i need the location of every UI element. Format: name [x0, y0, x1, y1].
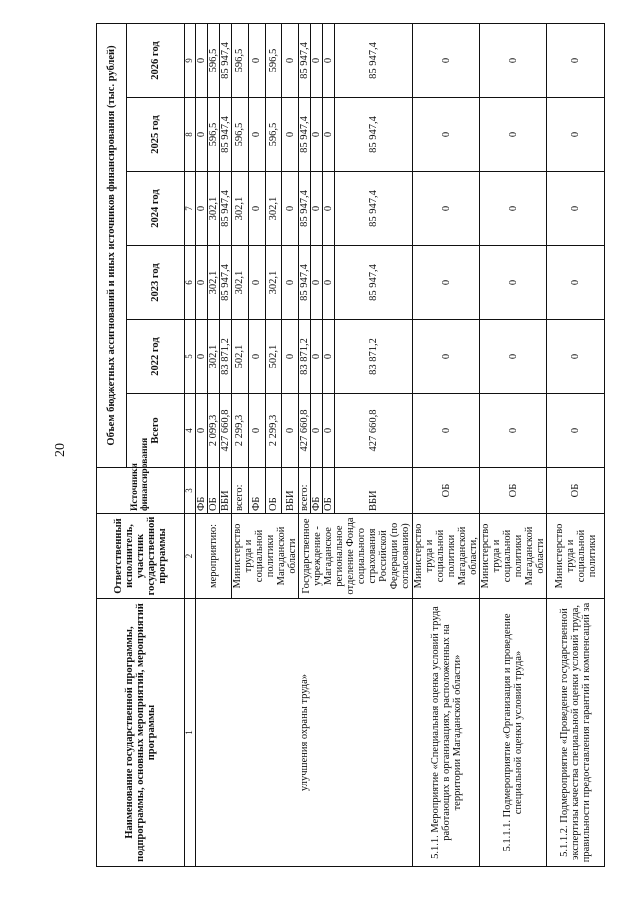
value-cell: 302,1	[208, 172, 220, 246]
value-cell: 0	[413, 320, 480, 394]
value-cell: 302,1	[265, 246, 282, 320]
value-cell: 0	[547, 172, 605, 246]
value-cell: 2 299,3	[232, 394, 249, 468]
column-index: 9	[185, 23, 196, 97]
source-cell: ВБИ	[335, 468, 413, 514]
value-cell: 0	[282, 172, 299, 246]
value-cell: 427 660,8	[299, 394, 311, 468]
source-cell: всего:	[232, 468, 249, 514]
value-cell: 0	[323, 23, 335, 97]
column-index: 5	[185, 320, 196, 394]
header-source: Источники финансирования	[97, 468, 185, 514]
column-index: 4	[185, 394, 196, 468]
value-cell: 0	[196, 394, 208, 468]
source-cell: всего:	[299, 468, 311, 514]
value-cell: 0	[282, 320, 299, 394]
header-volume: Объем бюджетных ассигнований и иных источников финансирования (тыс. рублей)	[97, 23, 127, 467]
value-cell: 85 947,4	[299, 246, 311, 320]
value-cell: 0	[323, 320, 335, 394]
value-cell: 302,1	[232, 246, 249, 320]
value-cell: 0	[480, 246, 547, 320]
value-cell: 502,1	[232, 320, 249, 394]
value-cell: 302,1	[208, 320, 220, 394]
value-cell: 0	[248, 320, 265, 394]
value-cell: 0	[547, 246, 605, 320]
activity-name-cell: 5.1.1.2. Подмероприятие «Проведение государственной экспертизы качества специальной оценки условий труда, правильности предоставления гарантий и компенсаций за	[547, 599, 605, 867]
value-cell: 302,1	[208, 246, 220, 320]
column-index: 2	[185, 514, 196, 599]
value-cell: 85 947,4	[299, 98, 311, 172]
value-cell: 0	[323, 172, 335, 246]
value-cell: 0	[413, 98, 480, 172]
value-cell: 85 947,4	[335, 246, 413, 320]
source-cell: ФБ	[248, 468, 265, 514]
header-executor: Ответственный исполнитель, участник государственной программы	[97, 514, 185, 599]
value-cell: 85 947,4	[220, 98, 232, 172]
value-cell: 83 871,2	[335, 320, 413, 394]
header-name: Наименование государственной программы, подпрограммы, основных мероприятий, мероприятий программы	[97, 599, 185, 867]
value-cell: 0	[413, 23, 480, 97]
column-index: 3	[185, 468, 196, 514]
value-cell: 427 660,8	[335, 394, 413, 468]
value-cell: 85 947,4	[220, 23, 232, 97]
executor-cell: Министерство труда и социальной политики Магаданской области	[232, 514, 299, 599]
header-total: Всего	[127, 394, 185, 468]
value-cell: 0	[196, 320, 208, 394]
header-year: 2024 год	[127, 172, 185, 246]
column-index: 1	[185, 599, 196, 867]
value-cell: 0	[196, 23, 208, 97]
column-index: 7	[185, 172, 196, 246]
value-cell: 0	[248, 98, 265, 172]
budget-table	[96, 23, 605, 867]
executor-cell: Министерство труда и социальной политики	[547, 514, 605, 599]
value-cell: 85 947,4	[335, 23, 413, 97]
source-cell: ФБ	[196, 468, 208, 514]
activity-name-cell: 5.1.1.1. Подмероприятие «Организация и проведение специальной оценки условий труда»	[480, 599, 547, 867]
value-cell: 596,5	[208, 98, 220, 172]
value-cell: 0	[413, 172, 480, 246]
value-cell: 0	[282, 246, 299, 320]
header-year: 2026 год	[127, 23, 185, 97]
source-cell: ОБ	[480, 468, 547, 514]
value-cell: 302,1	[232, 172, 249, 246]
source-cell: ОБ	[413, 468, 480, 514]
value-cell: 0	[282, 23, 299, 97]
value-cell: 0	[196, 98, 208, 172]
source-cell: ФБ	[311, 468, 323, 514]
value-cell: 0	[323, 98, 335, 172]
value-cell: 0	[547, 98, 605, 172]
header-year: 2022 год	[127, 320, 185, 394]
value-cell: 0	[311, 320, 323, 394]
value-cell: 0	[480, 172, 547, 246]
value-cell: 0	[311, 394, 323, 468]
value-cell: 0	[480, 23, 547, 97]
executor-cell: Министерство труда и социальной политики Магаданской области,	[413, 514, 480, 599]
source-cell: ВБИ	[282, 468, 299, 514]
value-cell: 0	[282, 98, 299, 172]
program-name-cell: улучшения охраны труда»	[196, 599, 413, 867]
executor-cell: мероприятию:	[196, 514, 232, 599]
value-cell: 0	[547, 320, 605, 394]
value-cell: 0	[323, 394, 335, 468]
value-cell: 83 871,2	[299, 320, 311, 394]
value-cell: 596,5	[265, 98, 282, 172]
executor-cell: Государственное учреждение - Магаданское региональное отделение Фонда социального страхования Российской Федерации (по согласованию)	[299, 514, 413, 599]
value-cell: 502,1	[265, 320, 282, 394]
value-cell: 85 947,4	[335, 98, 413, 172]
value-cell: 0	[196, 172, 208, 246]
value-cell: 0	[413, 394, 480, 468]
value-cell: 0	[311, 246, 323, 320]
source-cell: ВБИ	[220, 468, 232, 514]
source-cell: ОБ	[323, 468, 335, 514]
value-cell: 0	[480, 98, 547, 172]
value-cell: 0	[547, 23, 605, 97]
value-cell: 0	[248, 23, 265, 97]
header-year: 2025 год	[127, 98, 185, 172]
value-cell: 596,5	[232, 98, 249, 172]
value-cell: 85 947,4	[220, 172, 232, 246]
value-cell: 0	[248, 394, 265, 468]
value-cell: 0	[248, 246, 265, 320]
value-cell: 0	[311, 98, 323, 172]
source-cell: ОБ	[265, 468, 282, 514]
value-cell: 85 947,4	[299, 23, 311, 97]
value-cell: 0	[547, 394, 605, 468]
rotated-page	[96, 24, 598, 867]
source-cell: ОБ	[208, 468, 220, 514]
value-cell: 596,5	[265, 23, 282, 97]
value-cell: 2 299,3	[265, 394, 282, 468]
value-cell: 2 099,3	[208, 394, 220, 468]
value-cell: 85 947,4	[220, 246, 232, 320]
activity-name-cell: 5.1.1. Мероприятие «Специальная оценка условий труда работающих в организациях, расположенных на территории Магаданской области»	[413, 599, 480, 867]
column-index: 6	[185, 246, 196, 320]
value-cell: 0	[413, 246, 480, 320]
page-number: 20	[53, 443, 68, 457]
executor-cell: Министерство труда и социальной политики Магаданской области	[480, 514, 547, 599]
source-cell: ОБ	[547, 468, 605, 514]
value-cell: 0	[480, 394, 547, 468]
value-cell: 85 947,4	[335, 172, 413, 246]
value-cell: 596,5	[208, 23, 220, 97]
value-cell: 85 947,4	[299, 172, 311, 246]
value-cell: 0	[282, 394, 299, 468]
value-cell: 0	[311, 172, 323, 246]
column-index: 8	[185, 98, 196, 172]
value-cell: 0	[311, 23, 323, 97]
value-cell: 0	[248, 172, 265, 246]
value-cell: 302,1	[265, 172, 282, 246]
value-cell: 427 660,8	[220, 394, 232, 468]
value-cell: 596,5	[232, 23, 249, 97]
value-cell: 0	[323, 246, 335, 320]
value-cell: 0	[196, 246, 208, 320]
value-cell: 83 871,2	[220, 320, 232, 394]
value-cell: 0	[480, 320, 547, 394]
header-year: 2023 год	[127, 246, 185, 320]
